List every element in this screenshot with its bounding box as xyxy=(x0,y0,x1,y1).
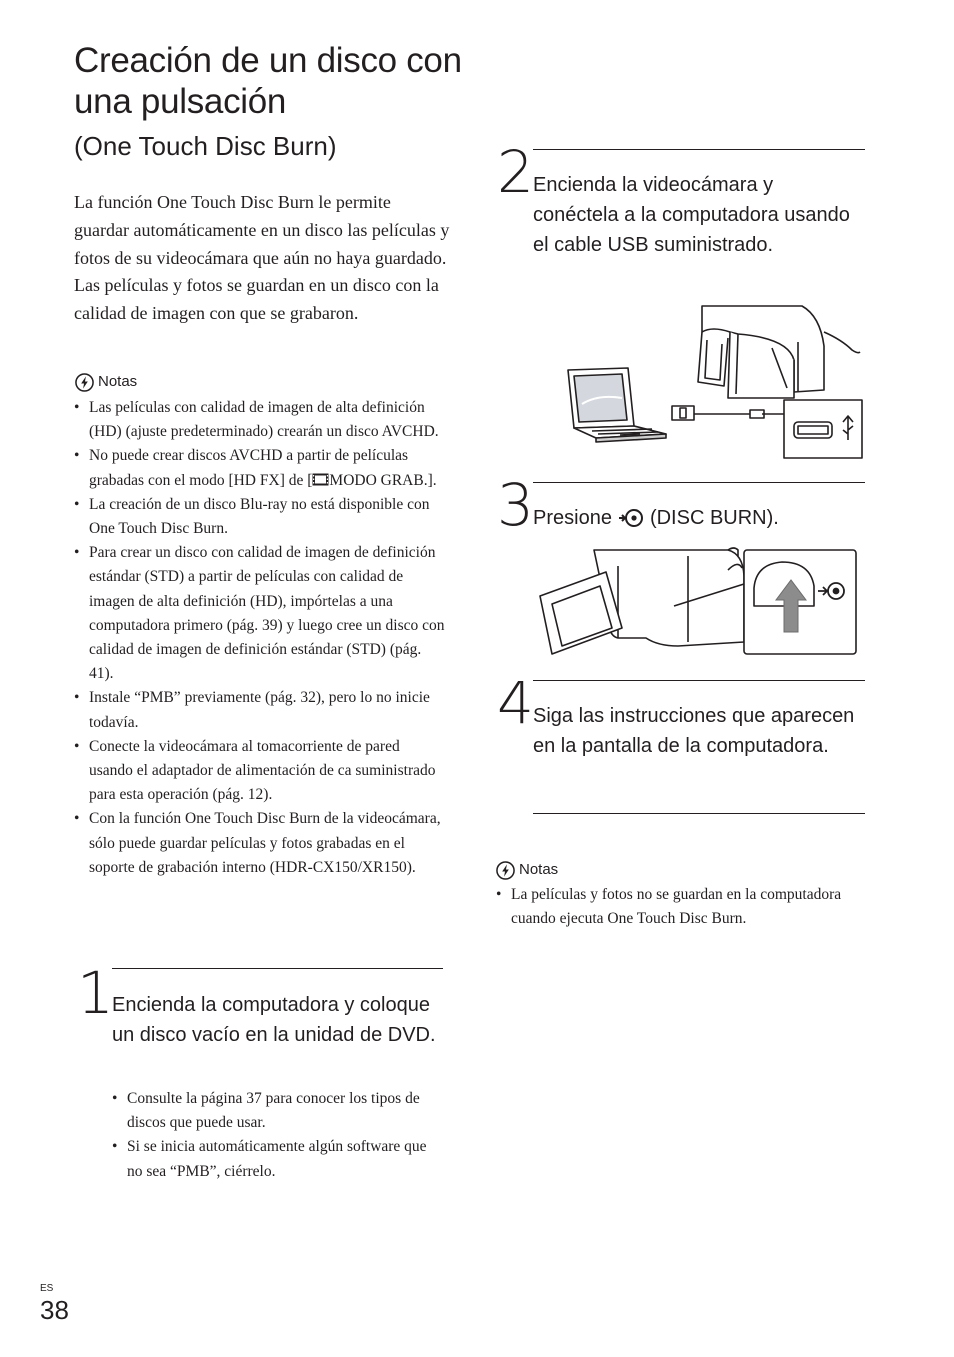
step-bullets xyxy=(112,1087,432,1184)
step-instruction: Encienda la videocámara y conéctela a la computadora usando el cable USB suministrado. xyxy=(533,174,850,256)
step-divider xyxy=(533,680,865,681)
page-title: Creación de un disco con una pulsación xyxy=(74,41,462,121)
step-text-prefix: Presione xyxy=(533,507,612,529)
notes-label: Notas xyxy=(519,861,559,878)
list-item xyxy=(74,444,446,492)
notes-list xyxy=(74,396,446,880)
note-icon xyxy=(496,861,515,880)
step-divider xyxy=(112,968,443,969)
notes-heading xyxy=(496,860,558,880)
step-text-suffix: (DISC BURN). xyxy=(649,507,779,529)
step-divider xyxy=(533,482,865,483)
language-code: ES xyxy=(40,1283,54,1294)
notes-list xyxy=(496,883,866,931)
step-instruction: Siga las instrucciones que aparecen en la pantalla de la computadora. xyxy=(533,705,855,757)
step-number: 2 xyxy=(497,138,534,206)
list-item: • La creación de un disco Blu-ray no está disponible con One Touch Disc Burn. xyxy=(74,493,446,541)
disc-burn-button-illustration xyxy=(538,546,860,658)
list-item: • Instale “PMB” previamente (pág. 32), pero lo no inicie todavía. xyxy=(74,686,446,734)
page-subtitle: (One Touch Disc Burn) xyxy=(74,131,337,161)
list-item: • La películas y fotos no se guardan en la computadora cuando ejecuta One Touch Disc Burn. xyxy=(496,883,866,931)
intro-paragraph: La función One Touch Disc Burn le permite guardar automáticamente en un disco las películas y fotos de su videocámara que aún no haya guardado. Las películas y fotos se guardan en un disco con la calidad de imagen con que se grabaron. xyxy=(74,192,450,324)
step-instruction xyxy=(533,503,863,533)
step-number: 4 xyxy=(497,669,534,737)
camera-computer-connection-illustration xyxy=(562,302,864,462)
list-item: • Si se inicia automáticamente algún software que no sea “PMB”, ciérrelo. xyxy=(112,1135,432,1183)
list-item-text: No puede crear discos AVCHD a partir de películas grabadas con el modo [HD FX] de [ xyxy=(89,447,409,489)
list-item: • Conecte la videocámara al tomacorriente de pared usando el adaptador de alimentación de ca suministrado para esta operación (pág. 12). xyxy=(74,735,446,808)
list-item: • Consulte la página 37 para conocer los tipos de discos que puede usar. xyxy=(112,1087,432,1135)
list-item: • Con la función One Touch Disc Burn de la videocámara, sólo puede guardar películas y fotos grabadas en el soporte de grabación interno (HDR-CX150/XR150). xyxy=(74,807,446,880)
step-divider xyxy=(533,149,865,150)
step-number: 3 xyxy=(497,471,534,539)
step-number: 1 xyxy=(77,959,114,1027)
page-number: 38 xyxy=(40,1295,69,1325)
list-item: • Para crear un disco con calidad de imagen de definición estándar (STD) a partir de películas con calidad de imagen de alta definición (HD), impórtelas a una computadora primero (pág. 39) y luego cree un disco con calidad de imagen de definición estándar (STD) (pág. 41). xyxy=(74,541,446,686)
notes-label: Notas xyxy=(98,373,138,390)
list-item-text: MODO GRAB.]. xyxy=(329,471,437,489)
notes-heading xyxy=(75,372,137,392)
film-icon xyxy=(312,473,329,486)
list-item: • Las películas con calidad de imagen de alta definición (HD) (ajuste predeterminado) crearán un disco AVCHD. xyxy=(74,396,446,444)
section-divider xyxy=(533,813,865,814)
step-instruction: Encienda la computadora y coloque un disco vacío en la unidad de DVD. xyxy=(112,994,436,1046)
disc-burn-icon xyxy=(618,507,644,529)
note-icon xyxy=(75,373,94,392)
